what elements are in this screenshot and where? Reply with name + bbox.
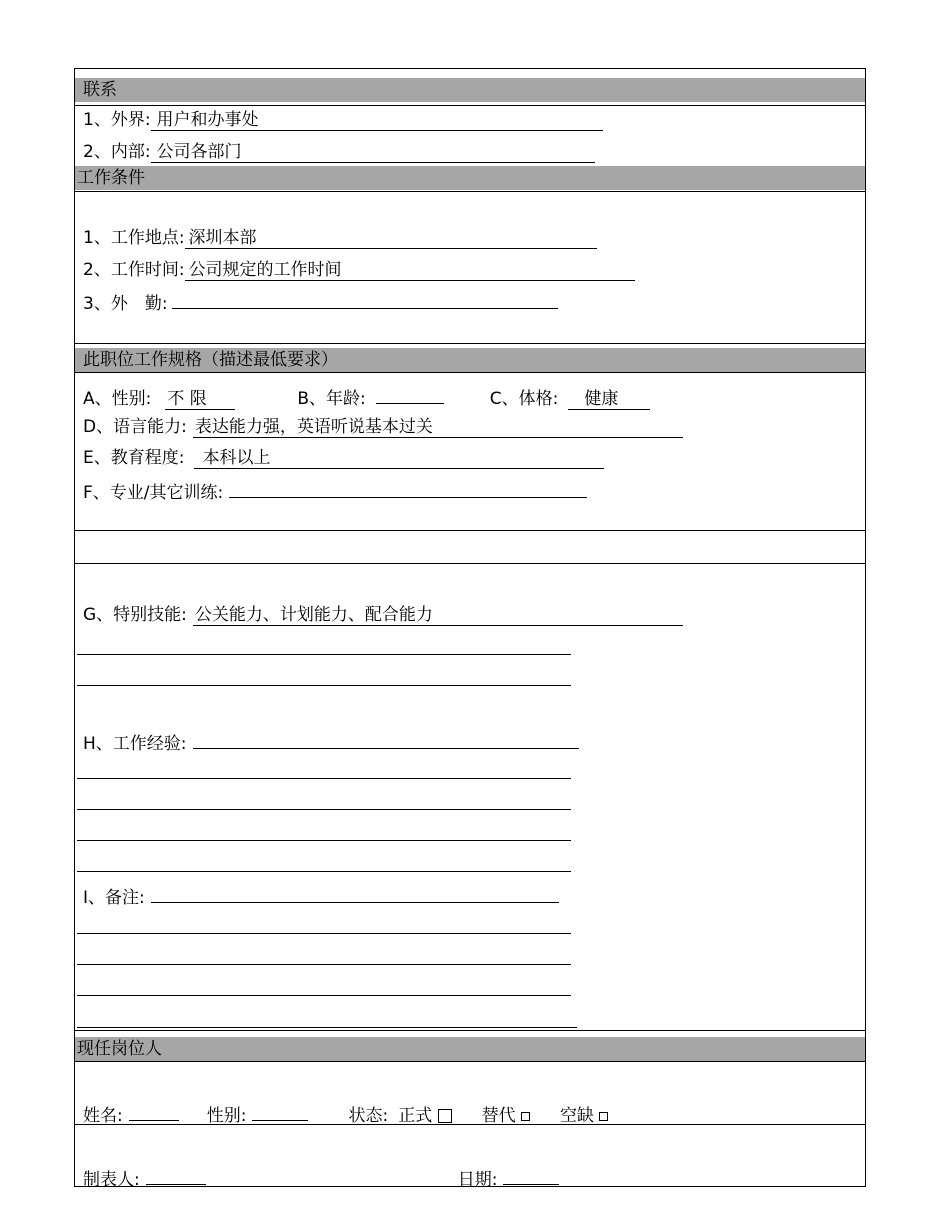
- work-location-row: [83, 227, 597, 249]
- incumbent-header-text: 现任岗位人: [77, 1039, 162, 1059]
- contact-section-header: [75, 78, 865, 102]
- language-row: [83, 416, 683, 438]
- remarks-line[interactable]: [77, 964, 571, 965]
- incumbent-section-header: [75, 1037, 865, 1061]
- incumbent-gender-label: 性别:: [206, 1106, 247, 1126]
- training-field[interactable]: [229, 478, 587, 498]
- external-contact-label: 1、外界:: [83, 110, 151, 130]
- internal-contact-row: [83, 141, 595, 163]
- training-row: [83, 478, 587, 504]
- checkbox-icon[interactable]: [438, 1109, 452, 1123]
- job-spec-section-header: [75, 348, 865, 372]
- field-work-field[interactable]: [172, 289, 558, 309]
- remarks-line[interactable]: [77, 995, 571, 996]
- field-work-label: 3、外 勤:: [83, 294, 168, 314]
- footer-row: [83, 1165, 559, 1191]
- special-skills-label: G、特别技能:: [83, 605, 187, 625]
- divider: [75, 343, 865, 344]
- preparer-label: 制表人:: [83, 1170, 140, 1190]
- special-skills-row: [83, 604, 683, 626]
- work-location-field[interactable]: 深圳本部: [185, 229, 597, 249]
- age-field[interactable]: [376, 384, 444, 404]
- physique-label: C、体格:: [489, 389, 559, 409]
- external-contact-field[interactable]: 用户和办事处: [151, 111, 603, 131]
- work-time-field[interactable]: 公司规定的工作时间: [185, 261, 635, 281]
- work-experience-line[interactable]: [77, 809, 571, 810]
- training-label: F、专业/其它训练:: [83, 483, 224, 503]
- work-experience-line[interactable]: [77, 840, 571, 841]
- divider: [75, 563, 865, 564]
- special-skills-line[interactable]: [77, 685, 571, 686]
- special-skills-field[interactable]: 公关能力、计划能力、配合能力: [193, 606, 683, 626]
- divider: [75, 105, 865, 106]
- date-field[interactable]: [503, 1165, 559, 1185]
- spec-row-gender-age-physique: [83, 384, 650, 410]
- age-label: B、年龄:: [297, 389, 366, 409]
- work-experience-line[interactable]: [77, 778, 571, 779]
- checkbox-icon[interactable]: [521, 1112, 530, 1121]
- incumbent-name-field[interactable]: [129, 1101, 179, 1121]
- education-field[interactable]: 本科以上: [194, 449, 604, 469]
- job-spec-header-text: 此职位工作规格（描述最低要求）: [83, 350, 338, 370]
- divider: [75, 1061, 865, 1062]
- remarks-line[interactable]: [77, 933, 571, 934]
- work-experience-label: H、工作经验:: [83, 734, 187, 754]
- language-field[interactable]: 表达能力强，英语听说基本过关: [193, 418, 683, 438]
- incumbent-status-label: 状态:: [348, 1106, 389, 1126]
- internal-contact-field[interactable]: 公司各部门: [151, 143, 595, 163]
- remarks-row: [83, 883, 559, 909]
- divider: [75, 1030, 865, 1031]
- date-label: 日期:: [457, 1170, 498, 1190]
- job-description-form: [74, 68, 866, 1190]
- external-contact-row: [83, 109, 603, 131]
- incumbent-name-label: 姓名:: [83, 1106, 123, 1126]
- work-time-row: [83, 259, 635, 281]
- divider: [75, 530, 865, 531]
- work-location-label: 1、工作地点:: [83, 228, 185, 248]
- physique-field[interactable]: 健康: [568, 390, 650, 410]
- incumbent-gender-field[interactable]: [252, 1101, 308, 1121]
- field-work-row: [83, 289, 558, 315]
- checkbox-icon[interactable]: [599, 1112, 608, 1121]
- status-option-formal[interactable]: 正式: [398, 1106, 451, 1126]
- preparer-field[interactable]: [146, 1165, 206, 1185]
- education-label: E、教育程度:: [83, 448, 185, 468]
- contact-header-text: 联系: [83, 80, 117, 100]
- remarks-field[interactable]: [151, 883, 559, 903]
- work-experience-row: [83, 729, 579, 755]
- education-row: [83, 447, 604, 469]
- divider: [75, 372, 865, 373]
- work-conditions-section-header: [75, 166, 865, 190]
- internal-contact-label: 2、内部:: [83, 142, 151, 162]
- work-conditions-header-text: 工作条件: [77, 168, 145, 188]
- divider: [75, 191, 865, 192]
- gender-label: A、性别:: [83, 389, 152, 409]
- gender-field[interactable]: 不 限: [165, 390, 235, 410]
- status-option-substitute[interactable]: 替代: [482, 1106, 530, 1126]
- remarks-line[interactable]: [77, 1027, 577, 1028]
- remarks-label: I、备注:: [83, 888, 145, 908]
- status-option-vacant[interactable]: 空缺: [560, 1106, 608, 1126]
- work-experience-line[interactable]: [77, 871, 571, 872]
- divider: [75, 1124, 865, 1125]
- work-experience-field[interactable]: [193, 729, 579, 749]
- work-time-label: 2、工作时间:: [83, 260, 185, 280]
- special-skills-line[interactable]: [77, 654, 571, 655]
- language-label: D、语言能力:: [83, 417, 187, 437]
